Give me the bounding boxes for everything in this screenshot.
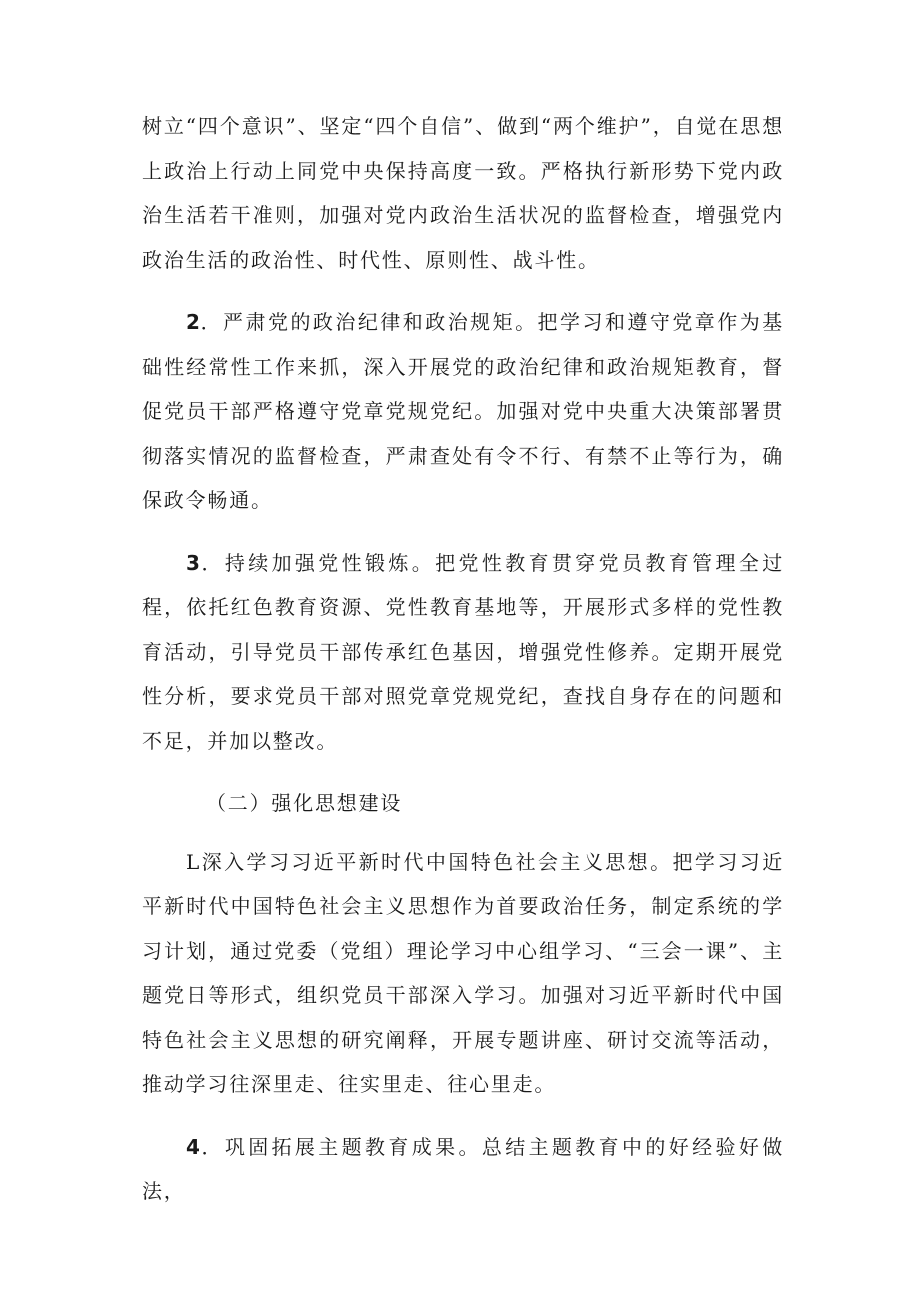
item-number: 3 — [186, 550, 200, 575]
paragraph-text: 树立“四个意识”、坚定“四个自信”、做到“两个维护”，自觉在思想上政治上行动上同党中央保持高度一致。严格执行新形势下党内政治生活若干准则，加强对党内政治生活状况的监督检查，增强党内政治生活的政治性、时代性、原则性、战斗性。 — [142, 114, 784, 272]
paragraph-item-1-study — [142, 840, 784, 1107]
section-heading — [142, 781, 784, 826]
paragraph-political-awareness — [142, 104, 784, 282]
paragraph-text: ．巩固拓展主题教育成果。总结主题教育中的好经验好做法， — [142, 1134, 784, 1203]
paragraph-text: L深入学习习近平新时代中国特色社会主义思想。把学习习近平新时代中国特色社会主义思想作为首要政治任务，制定系统的学习计划，通过党委（党组）理论学习中心组学习、“三会一课”、主题党日等形式，组织党员干部深入学习。加强对习近平新时代中国特色社会主义思想的研究阐释，开展专题讲座、研讨交流等活动，推动学习往深里走、往实里走、往心里走。 — [142, 849, 784, 1096]
paragraph-text: ．持续加强党性锻炼。把党性教育贯穿党员教育管理全过程，依托红色教育资源、党性教育基地等，开展形式多样的党性教育活动，引导党员干部传承红色基因，增强党性修养。定期开展党性分析，要求党员干部对照党章党规党纪，查找自身存在的问题和不足，并加以整改。 — [142, 550, 784, 753]
paragraph-item-2 — [142, 300, 784, 523]
item-number: 4 — [186, 1134, 200, 1159]
section-heading-text: （二）强化思想建设 — [206, 791, 403, 815]
item-number: 2 — [186, 310, 200, 334]
paragraph-item-4 — [142, 1125, 784, 1214]
paragraph-item-3 — [142, 541, 784, 764]
paragraph-text: ．严肃党的政治纪律和政治规矩。把学习和遵守党章作为基础性经常性工作来抓，深入开展党的政治纪律和政治规矩教育，督促党员干部严格遵守党章党规党纪。加强对党中央重大决策部署贯彻落实情况的监督检查，严肃查处有令不行、有禁不止等行为，确保政令畅通。 — [142, 310, 784, 512]
